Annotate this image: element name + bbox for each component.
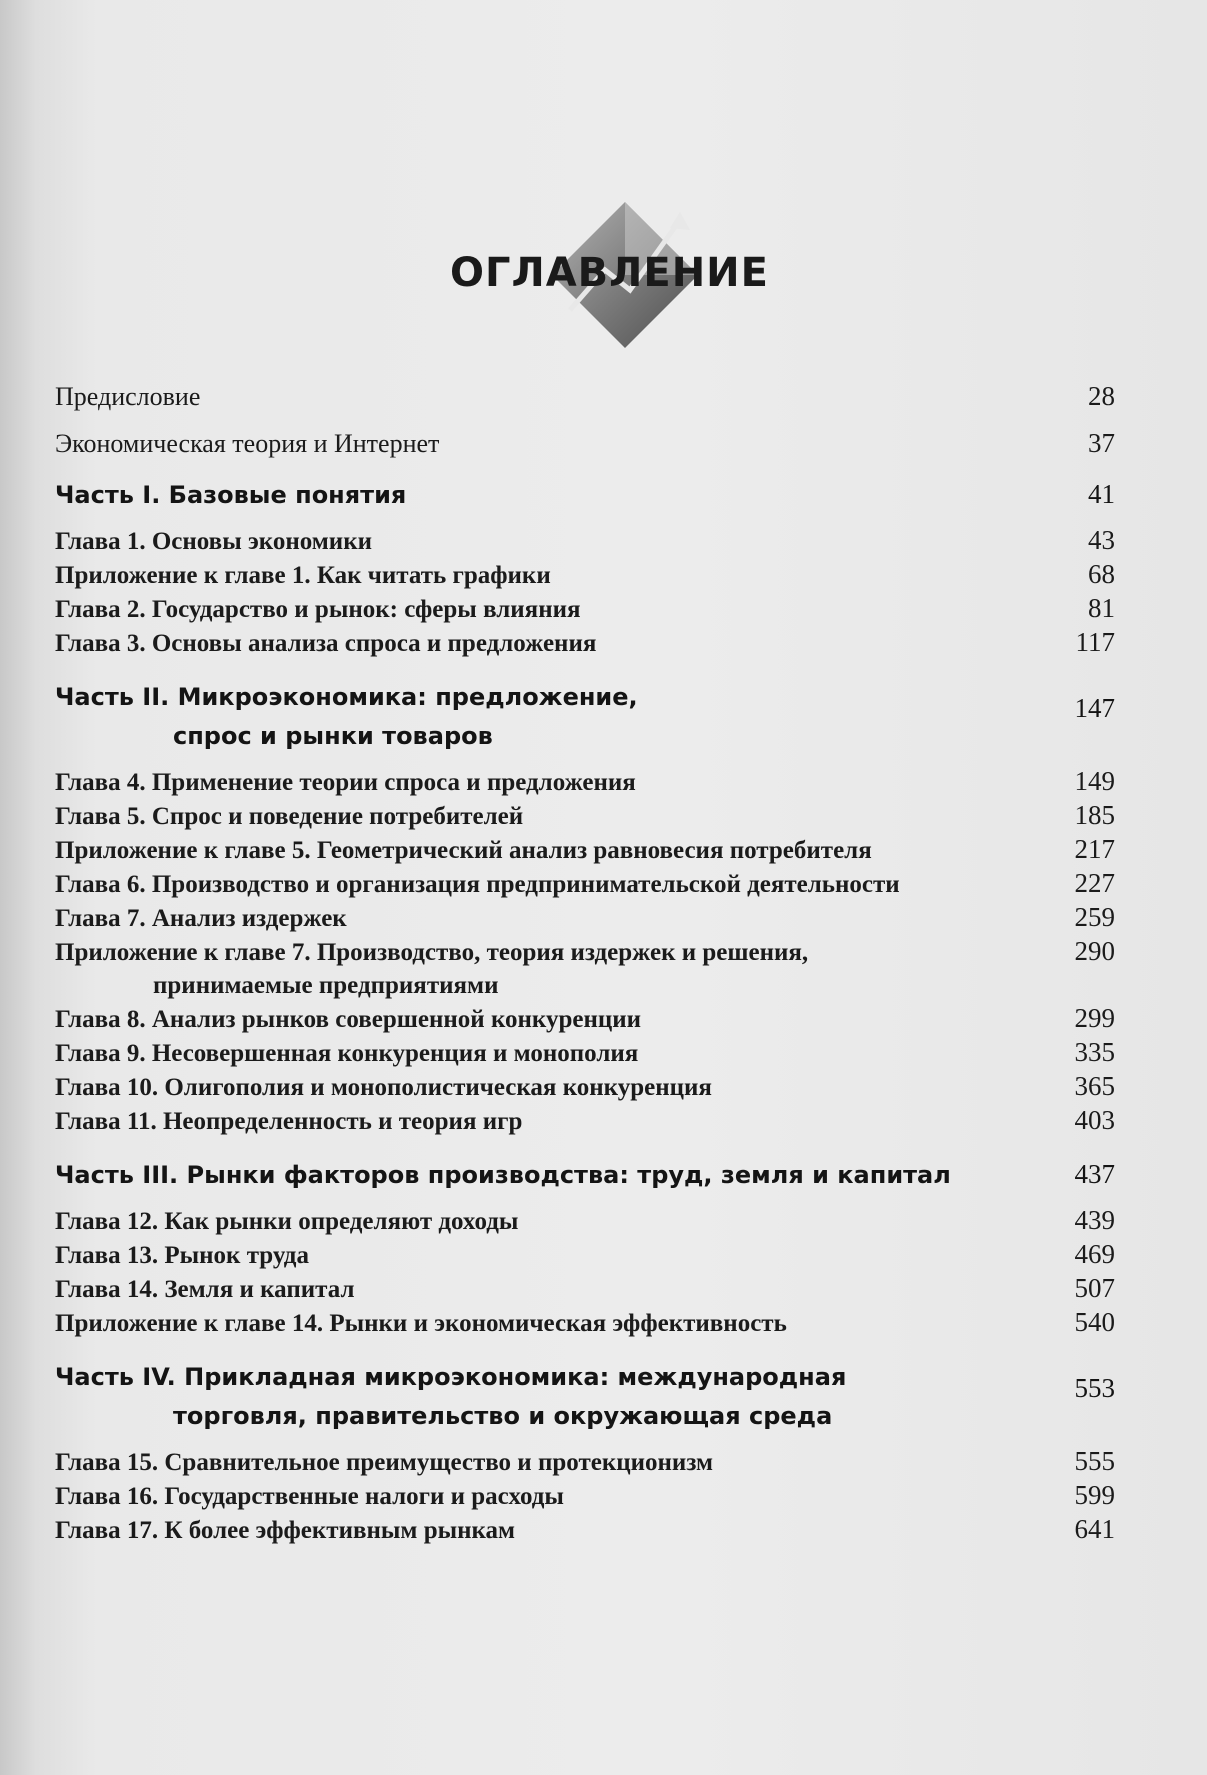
- toc-page-number: 117: [1075, 627, 1115, 657]
- toc-page-number: 507: [1074, 1273, 1115, 1303]
- toc-chapter-entry: [55, 1238, 1115, 1272]
- toc-page-number: 259: [1074, 902, 1115, 932]
- toc-entry-title: Часть IV. Прикладная микроэкономика: международная торговля, правительство и окружающая среда: [55, 1361, 1055, 1433]
- toc-front-entry: [55, 427, 1115, 460]
- toc-page-number: 227: [1074, 868, 1115, 898]
- toc-entry-title: Глава 15. Сравнительное преимущество и протекционизм: [55, 1449, 714, 1476]
- toc-chapter-entry: [55, 765, 1115, 799]
- toc-entry-title: Глава 9. Несовершенная конкуренция и монополия: [55, 1040, 639, 1067]
- toc-entry-title: Глава 10. Олигополия и монополистическая конкуренция: [55, 1074, 712, 1101]
- toc-chapter-entry: [55, 1272, 1115, 1306]
- toc-entry-title: Глава 2. Государство и рынок: сферы влияния: [55, 596, 581, 623]
- toc-page-number: 540: [1074, 1307, 1115, 1337]
- toc-page-number: 437: [1074, 1159, 1115, 1189]
- toc-entry-title: Глава 13. Рынок труда: [55, 1242, 309, 1269]
- toc-entry-title: Глава 6. Производство и организация предпринимательской деятельности: [55, 871, 900, 898]
- toc-page-number: 81: [1088, 593, 1115, 623]
- toc-header: [430, 195, 810, 375]
- toc-chapter-entry: [55, 1104, 1115, 1138]
- toc-entry-title: Приложение к главе 14. Рынки и экономическая эффективность: [55, 1310, 787, 1337]
- toc-front-entry: [55, 380, 1115, 413]
- toc-page-number: 43: [1088, 525, 1115, 555]
- toc-entry-title: Приложение к главе 1. Как читать графики: [55, 562, 551, 589]
- toc-entry-title: Глава 16. Государственные налоги и расходы: [55, 1483, 564, 1510]
- toc-chapter-entry: [55, 1036, 1115, 1070]
- toc-chapter-entry: [55, 867, 1115, 901]
- toc-entry-title: Глава 3. Основы анализа спроса и предложения: [55, 630, 597, 657]
- toc-entry-title: Предисловие: [55, 382, 201, 411]
- toc-entry-title: Глава 1. Основы экономики: [55, 528, 373, 555]
- toc-chapter-entry: [55, 833, 1115, 867]
- toc-chapter-entry: [55, 592, 1115, 626]
- toc-part-entry: [55, 478, 1115, 512]
- toc-page-number: 68: [1088, 559, 1115, 589]
- toc-page-number: 439: [1074, 1205, 1115, 1235]
- toc-page-number: 37: [1088, 428, 1115, 458]
- toc-chapter-entry: [55, 524, 1115, 558]
- toc-page-number: 147: [1074, 693, 1115, 723]
- toc-page-number: 469: [1074, 1239, 1115, 1269]
- toc-page-number: 217: [1074, 834, 1115, 864]
- toc-page-number: 335: [1074, 1037, 1115, 1067]
- toc-page-number: 365: [1074, 1071, 1115, 1101]
- toc-chapter-entry: [55, 1479, 1115, 1513]
- toc-entry-title: Глава 8. Анализ рынков совершенной конкуренции: [55, 1006, 642, 1033]
- toc-chapter-entry: [55, 1445, 1115, 1479]
- toc-chapter-entry: [55, 935, 1115, 1002]
- toc-page-number: 290: [1074, 936, 1115, 966]
- toc-entry-title: Часть II. Микроэкономика: предложение, спрос и рынки товаров: [55, 681, 1055, 753]
- toc-entry-title-continued: торговля, правительство и окружающая среда: [173, 1402, 833, 1430]
- toc-entry-title: Глава 17. К более эффективным рынкам: [55, 1517, 516, 1544]
- toc-part-entry: [55, 1360, 1115, 1433]
- toc-entry-title: Приложение к главе 7. Производство, теория издержек и решения, принимаемые предприятиями: [55, 936, 1055, 1002]
- toc-page-number: 553: [1074, 1373, 1115, 1403]
- toc-entry-title: Глава 14. Земля и капитал: [55, 1276, 355, 1303]
- toc-chapter-entry: [55, 1513, 1115, 1547]
- page-title: ОГЛАВЛЕНИЕ: [450, 250, 769, 296]
- toc-page-number: 555: [1074, 1446, 1115, 1476]
- toc-entry-title: Часть I. Базовые понятия: [55, 481, 407, 509]
- toc-page-number: 641: [1074, 1514, 1115, 1544]
- toc-entry-title: Глава 4. Применение теории спроса и предложения: [55, 769, 636, 796]
- toc-page-number: 185: [1074, 800, 1115, 830]
- toc-chapter-entry: [55, 1204, 1115, 1238]
- toc-part-entry: [55, 1158, 1115, 1192]
- toc-entry-title: Экономическая теория и Интернет: [55, 429, 440, 458]
- toc-part-entry: [55, 680, 1115, 753]
- toc-page-number: 599: [1074, 1480, 1115, 1510]
- toc-entry-title-continued: спрос и рынки товаров: [173, 722, 493, 750]
- toc-chapter-entry: [55, 1306, 1115, 1340]
- toc-entry-title: Глава 12. Как рынки определяют доходы: [55, 1208, 519, 1235]
- toc-chapter-entry: [55, 1070, 1115, 1104]
- toc-entry-title: Глава 5. Спрос и поведение потребителей: [55, 803, 524, 830]
- toc-page-number: 28: [1088, 381, 1115, 411]
- toc-page-number: 41: [1088, 479, 1115, 509]
- toc-page-number: 299: [1074, 1003, 1115, 1033]
- toc-entry-title: Приложение к главе 5. Геометрический анализ равновесия потребителя: [55, 837, 872, 864]
- toc-chapter-entry: [55, 799, 1115, 833]
- toc-chapter-entry: [55, 901, 1115, 935]
- toc-page-number: 403: [1074, 1105, 1115, 1135]
- toc-entry-title-continued: принимаемые предприятиями: [153, 972, 499, 999]
- toc-list: [55, 380, 1115, 1547]
- toc-chapter-entry: [55, 1002, 1115, 1036]
- toc-entry-title: Глава 7. Анализ издержек: [55, 905, 347, 932]
- toc-chapter-entry: [55, 626, 1115, 660]
- toc-page-number: 149: [1074, 766, 1115, 796]
- toc-entry-title: Часть III. Рынки факторов производства: труд, земля и капитал: [55, 1161, 951, 1189]
- toc-chapter-entry: [55, 558, 1115, 592]
- toc-entry-title: Глава 11. Неопределенность и теория игр: [55, 1108, 523, 1135]
